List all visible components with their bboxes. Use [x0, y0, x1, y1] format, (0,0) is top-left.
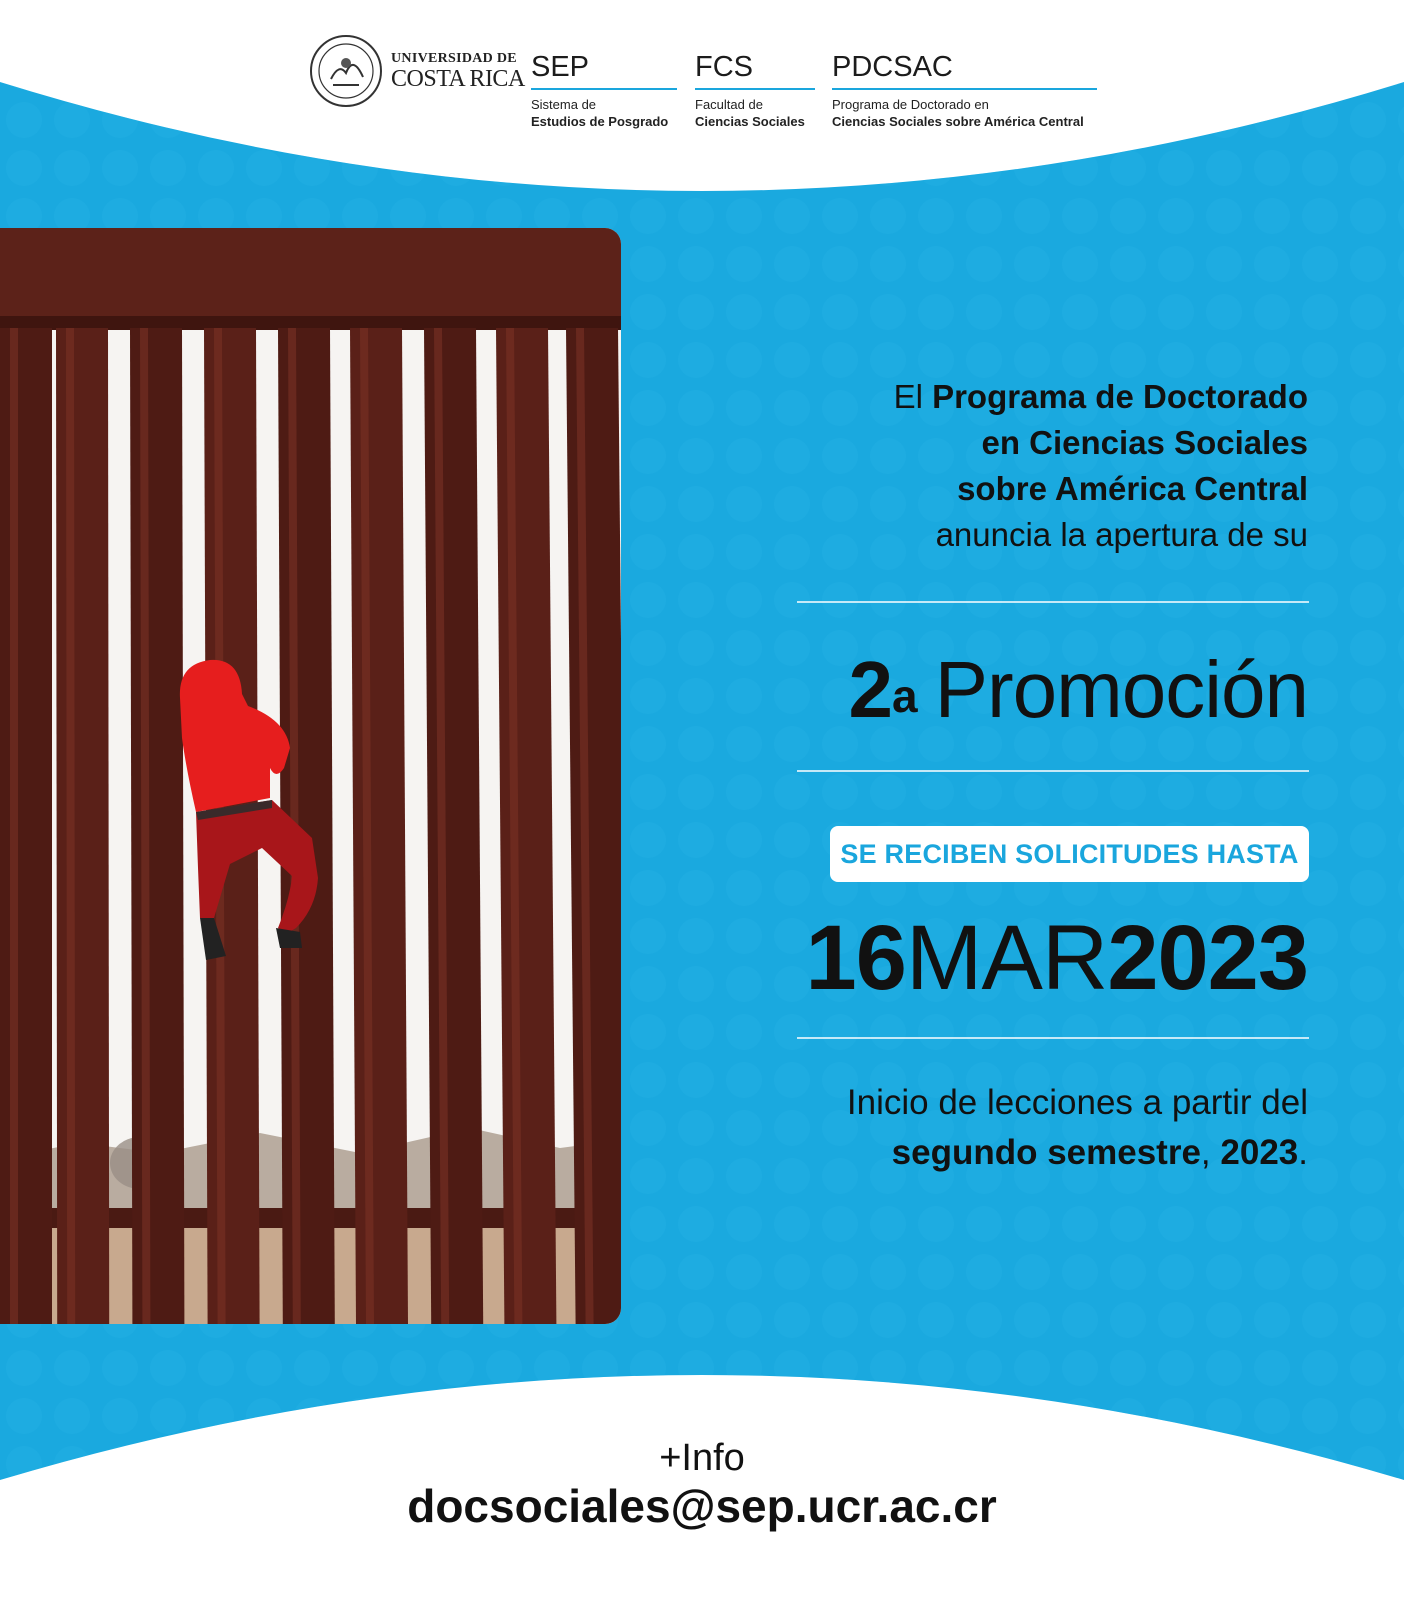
promotion-heading: [849, 640, 1308, 740]
intro-line-4: anuncia la apertura de su: [935, 516, 1308, 553]
promotion-ordinal: a: [892, 670, 917, 722]
start-line-2: [847, 1128, 1308, 1178]
org-pdcsac-rule: [832, 88, 1097, 90]
org-fcs-abbr: FCS: [695, 51, 753, 83]
fence-bar: [130, 328, 184, 1324]
org-fcs-desc1: Facultad de: [695, 97, 763, 112]
org-fcs-desc2: Ciencias Sociales: [695, 114, 805, 129]
fence-bars: [0, 328, 621, 1324]
intro-text: [788, 374, 1308, 558]
deadline-label-badge: SE RECIBEN SOLICITUDES HASTA: [830, 826, 1309, 882]
org-fcs-rule: [695, 88, 815, 90]
org-pdcsac-desc1: Programa de Doctorado en: [832, 97, 989, 112]
deadline-day: 16: [805, 907, 906, 1009]
start-emphasis: segundo semestre: [891, 1133, 1201, 1172]
org-sep-desc2: Estudios de Posgrado: [531, 114, 669, 129]
program-line3: sobre América Central: [957, 470, 1308, 507]
promotion-word: Promoción: [934, 645, 1308, 734]
fence-bar-highlight: [66, 328, 75, 1324]
intro-line-3: [788, 466, 1308, 512]
intro-line-1: [788, 374, 1308, 420]
deadline-date: [806, 902, 1308, 1014]
university-line2: COSTA RICA: [391, 66, 525, 92]
org-sep-desc1: Sistema de: [531, 97, 597, 112]
org-fcs: [695, 48, 815, 130]
fence-bar: [566, 328, 621, 1324]
divider-2: [797, 770, 1309, 772]
org-sep-rule: [531, 88, 677, 90]
intro-line-2: [788, 420, 1308, 466]
university-line1: UNIVERSIDAD DE: [391, 51, 517, 66]
fence-bar: [56, 328, 109, 1324]
start-sep: ,: [1200, 1133, 1211, 1172]
info-label: +Info: [659, 1437, 745, 1479]
program-line2: en Ciencias Sociales: [981, 424, 1308, 461]
deadline-month: MAR: [905, 907, 1108, 1009]
org-sep: [531, 48, 677, 130]
fence-photo: [0, 228, 621, 1324]
divider-3: [797, 1037, 1309, 1039]
start-end: .: [1298, 1133, 1308, 1172]
fence-bar: [424, 328, 483, 1324]
org-pdcsac: [832, 48, 1097, 130]
promotion-number: [849, 645, 917, 734]
fence-bar: [350, 328, 408, 1324]
contact-email-link[interactable]: docsociales@sep.ucr.ac.cr: [407, 1480, 997, 1532]
intro-prefix: El: [893, 378, 923, 415]
divider-1: [797, 601, 1309, 603]
org-pdcsac-abbr: PDCSAC: [832, 51, 953, 83]
promotion-digit: 2: [848, 645, 893, 734]
deadline-year: 2023: [1107, 907, 1308, 1009]
start-text: [847, 1078, 1308, 1178]
fence-bar: [496, 328, 556, 1324]
org-sep-abbr: SEP: [531, 51, 590, 83]
university-seal-icon: [309, 33, 383, 109]
fence-bar: [0, 328, 52, 1324]
program-line1: Programa de Doctorado: [932, 378, 1308, 415]
fence-bar-highlight: [10, 328, 18, 1324]
start-year: 2023: [1220, 1133, 1299, 1172]
org-pdcsac-desc2: Ciencias Sociales sobre América Central: [832, 114, 1084, 129]
university-name: [391, 52, 525, 91]
start-line-1: Inicio de lecciones a partir del: [846, 1083, 1308, 1122]
